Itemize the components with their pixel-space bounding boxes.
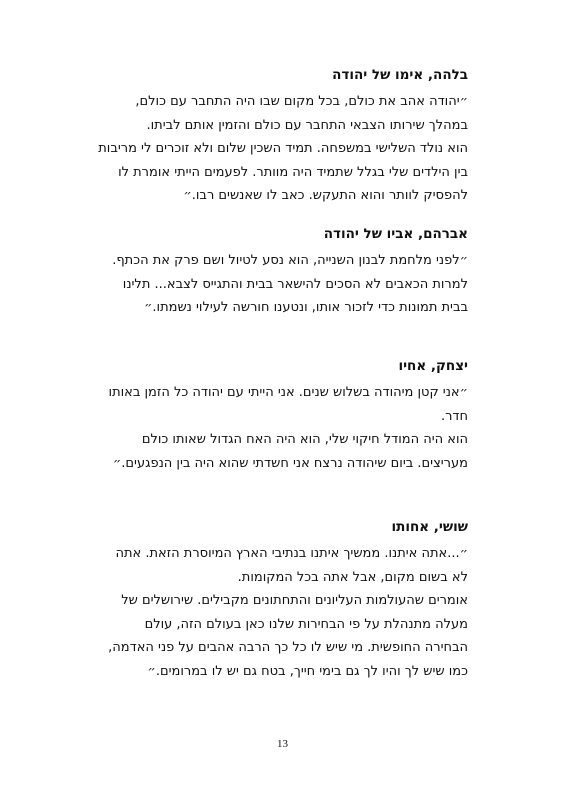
- section-title: בלהה, אימו של יהודה: [332, 67, 468, 83]
- paragraph: הוא היה המודל חיקוי שלי, הוא היה האח הגדול שאותו כולם מעריצים. ביום שיהודה נרצח אני חשדתי שהוא היה בין הנפגעים.״: [112, 432, 468, 471]
- paragraph: ״...אתה איתנו. ממשיך איתנו בנתיבי הארץ המיוסרת הזאת. אתה לא בשום מקום, אבל אתה בכל המקומות.: [115, 546, 468, 585]
- testimony-section-yitzhak: [98, 357, 468, 475]
- section-title: אברהם, אביו של יהודה: [323, 226, 468, 242]
- section-body: [98, 381, 468, 475]
- section-title: יצחק, אחיו: [398, 358, 468, 374]
- paragraph: ״אני קטן מיהודה בשלוש שנים. אני הייתי עם יהודה כל הזמן באותו חדר.: [108, 385, 468, 424]
- section-body: [98, 249, 468, 320]
- testimony-section-bilha: [98, 66, 468, 208]
- testimony-section-avraham: [98, 225, 468, 320]
- paragraph: הוא נולד השלישי במשפחה. תמיד השכין שלום ולא זוכרים לי מריבות בין הילדים שלי בגלל שתמיד היה מוותר. לפעמים הייתי אומרת לו להפסיק לוותר והוא התעקש. כאב לו שאנשים רבו.״: [98, 141, 468, 203]
- page-number: 13: [277, 738, 288, 750]
- section-body: [98, 90, 468, 208]
- testimony-section-shoshi: [98, 518, 468, 683]
- paragraph: ״יהודה אהב את כולם, בכל מקום שבו היה התחבר עם כולם, במהלך שירותו הצבאי התחבר עם כולם והזמין אותם לביתו.: [135, 94, 468, 133]
- paragraph: אומרים שהעולמות העליונים והתחתונים מקבילים. שירושלים של מעלה מתנהלת על פי הבחירות שלנו כאן בעולם הזה, עולם הבחירה החופשית. מי שיש לו כל כך הרבה אהבים על פני האדמה, כמו שיש לך והיו לך גם בימי חייך, בטח גם יש לו במרומים.״: [108, 593, 468, 679]
- section-title: שושי, אחותו: [391, 519, 468, 535]
- paragraph: ״לפני מלחמת לבנון השנייה, הוא נסע לטיול ושם פרק את הכתף. למרות הכאבים לא הסכים להישאר בבית והתגייס לצבא... תלינו בבית תמונות כדי לזכור אותו, ונטענו חורשה לעילוי נשמתו.״: [112, 253, 468, 315]
- section-body: [98, 542, 468, 683]
